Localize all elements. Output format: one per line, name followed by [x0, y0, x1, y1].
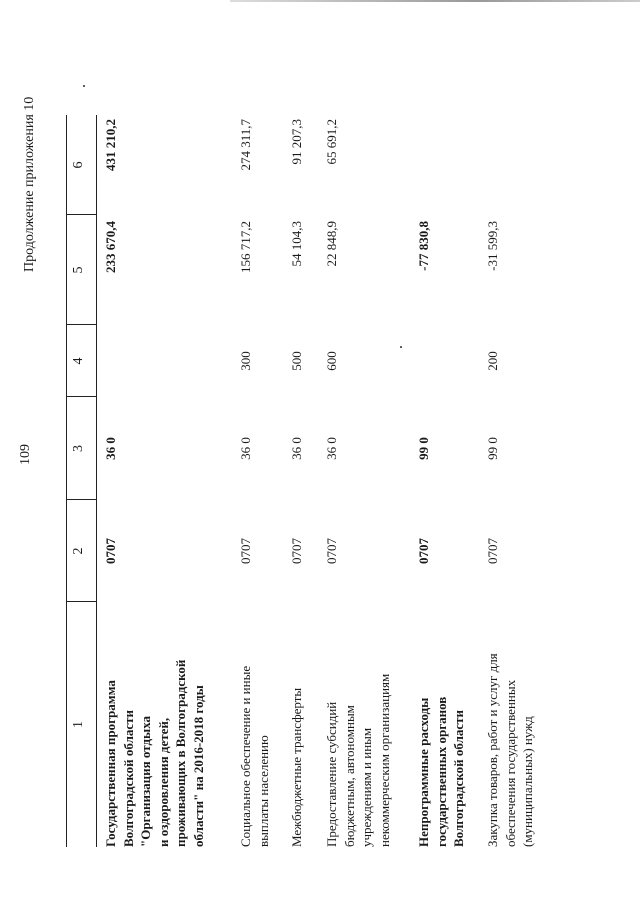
table-row-value-6: 274 311,7: [238, 119, 253, 171]
continuation-note: Продолжение приложения 10: [22, 96, 37, 272]
header-top-rule: [66, 115, 67, 847]
table-row-name: Предоставление субсидий бюджетным, автономным учреждениям и иным некоммерческим организациям: [324, 673, 392, 847]
column-header-2: 2: [71, 547, 86, 555]
table-row-name: Государственная программа Волгоградской области "Организация отдыха и оздоровления детей, проживающих в Волгоградской области" на 2016-2018 годы: [103, 659, 206, 847]
table-row-name: Социальное обеспечение и иные выплаты населению: [238, 665, 271, 847]
table-row-value-6: 91 207,3: [289, 119, 304, 165]
table-row-target: 99 0: [485, 437, 500, 460]
table-row-name: Непрограммные расходы государственных органов Волгоградской области: [416, 696, 466, 847]
table-row-target: 36 0: [103, 437, 118, 460]
scan-speck: [400, 347, 402, 349]
table-row-name: Закупка товаров, работ и услуг для обеспечения государственных (муниципальных) нужд: [485, 653, 535, 847]
table-row-value-5: -31 599,3: [485, 221, 500, 271]
table-row-type: 600: [324, 351, 339, 371]
table-row-section: 0707: [103, 538, 118, 564]
page-number: 109: [18, 444, 33, 465]
table-row-target: 36 0: [324, 437, 339, 460]
table-row-section: 0707: [289, 538, 304, 564]
table-row-value-6: 431 210,2: [103, 119, 118, 171]
scan-speck: [83, 86, 85, 88]
table-row-target: 36 0: [289, 437, 304, 460]
column-header-1: 1: [71, 721, 86, 728]
table-row-section: 0707: [416, 538, 431, 564]
column-header-5: 5: [71, 266, 86, 274]
column-header-4: 4: [71, 357, 86, 365]
table-row-value-6: 65 691,2: [324, 119, 339, 165]
table-row-section: 0707: [324, 538, 339, 564]
table-row-value-5: 156 717,2: [238, 221, 253, 273]
column-header-6: 6: [71, 161, 86, 169]
table-row-value-5: 233 670,4: [103, 221, 118, 273]
table-row-target: 36 0: [238, 437, 253, 460]
table-row-type: 300: [238, 351, 253, 371]
column-header-3: 3: [71, 445, 86, 452]
table-row-section: 0707: [485, 538, 500, 564]
table-row-value-5: -77 830,8: [416, 221, 431, 271]
table-row-name: Межбюджетные трансферты: [289, 687, 304, 847]
header-bottom-rule: [96, 115, 97, 847]
table-row-value-5: 22 848,9: [324, 221, 339, 267]
table-row-type: 500: [289, 351, 304, 371]
table-row-section: 0707: [238, 538, 253, 564]
table-row-value-5: 54 104,3: [289, 221, 304, 267]
table-row-target: 99 0: [416, 437, 431, 460]
table-row-type: 200: [485, 351, 500, 371]
